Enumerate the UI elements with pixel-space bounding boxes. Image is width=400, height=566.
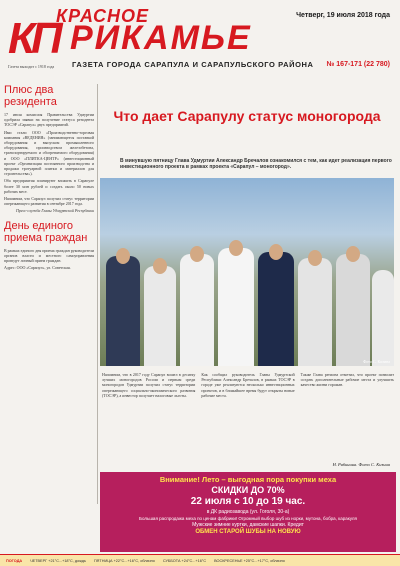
photo-person bbox=[106, 256, 140, 366]
photo-person bbox=[218, 248, 254, 366]
left-paragraph: Оба предприятия планируют вложить в Сарапуле более 30 млн рублей и создать около 50 новых рабочих мест. bbox=[4, 178, 94, 194]
photo-person-head bbox=[153, 258, 167, 274]
photo-caption: Фото С. Кизина bbox=[363, 359, 390, 364]
photo-person-head bbox=[269, 244, 283, 260]
ad-line-1: Внимание! Лето – выгодная пора покупки меха bbox=[159, 475, 337, 484]
small-note: Газета выходит с 1918 года bbox=[8, 64, 55, 69]
left-heading-1: Плюс два резидента bbox=[4, 84, 57, 108]
article-photo bbox=[100, 178, 394, 366]
article-lead: В минувшую пятницу Глава Удмуртии Александр Бречалов ознакомился с тем, как идет реализация первого инвестиционного проекта в рамках проекта «Сарапул – моногород». bbox=[120, 158, 392, 170]
photo-person bbox=[298, 258, 332, 366]
subtitle-bar bbox=[72, 58, 390, 70]
left-paragraph: В рамках единого дня приема граждан руководители органов власти и местного самоуправления проведут личный прием граждан. bbox=[4, 247, 94, 264]
left-paragraph: Ими стали ООО «Производственно-торговая компания «ВЕДЕНИЯ» (занимающееся поставкой оборудования и выпуском промышленного оборудования, производством железобетона, транспортируемого и обогреваемого оборудования) и ООО «ПЛИТКА-ЦЕНТР» (инвестиционный проект «Организация постоянного производства и продажи тротуарной плитки и материалов для строительства»). bbox=[4, 129, 94, 177]
left-paragraph: Напомним, что Сарапул получил статус территории опережающего развития в сентябре 2017 года. bbox=[4, 196, 94, 207]
photo-person bbox=[336, 254, 370, 366]
photo-person-head bbox=[190, 246, 204, 262]
ad-venue: в ДК радиозавода (ул. Гоголя, 30-а) bbox=[206, 509, 290, 515]
article-author: Н. Рябинина. Фото С. Кизина bbox=[332, 462, 390, 467]
masthead-title-top: КРАСНОЕ bbox=[56, 6, 150, 26]
ad-description: Большая распродажа меха по ценам фабрики! Огромный выбор шуб из норки, мутона, бобра, каракуля bbox=[139, 516, 357, 521]
main-headline: Что дает Сарапулу статус моногорода bbox=[113, 108, 381, 124]
weather-label: ПОГОДА bbox=[6, 558, 23, 563]
weather-day: ВОСКРЕСЕНЬЕ +25°С...+17°С, облачно bbox=[214, 558, 285, 563]
issue-date: Четверг, 19 июля 2018 года bbox=[296, 12, 390, 19]
masthead bbox=[6, 6, 394, 76]
left-paragraph: 17 июля комиссия Правительства Удмуртии одобрила заявки на получение статуса резидента ТОСЭР «Сарапул» двух предприятий. bbox=[4, 112, 94, 128]
article-column: Напомним, что в 2017 году Сарапул вошел в десятку лучших моногородов России и первым среди моногородов Удмуртии получил статус территории опережающего социально-экономического развития (ТОСЭР), а инвестор получает налоговые льготы. bbox=[102, 372, 196, 398]
logo-letters: КП bbox=[8, 14, 59, 63]
photo-person-head bbox=[229, 240, 243, 256]
photo-person-head bbox=[346, 246, 360, 262]
issue-number: № 167-171 (22 780) bbox=[326, 60, 390, 68]
masthead-subtitle: ГАЗЕТА ГОРОДА САРАПУЛА И САРАПУЛЬСКОГО РАЙОНА bbox=[72, 59, 314, 69]
left-column bbox=[4, 84, 94, 504]
photo-person bbox=[180, 254, 214, 366]
ad-extras: Мужские зимние куртки, дамские шапки. Кредит bbox=[192, 522, 304, 528]
ad-exchange: ОБМЕН СТАРОЙ ШУБЫ НА НОВУЮ bbox=[195, 529, 301, 535]
ad-discount: СКИДКИ ДО 70% bbox=[211, 485, 285, 495]
article-column: Также Глава региона отметил, что проект позволит создать дополнительные рабочие места и улучшить качество жизни горожан. bbox=[300, 372, 394, 388]
photo-person bbox=[144, 266, 176, 366]
masthead-title-main: РИКАМЬЕ bbox=[70, 19, 252, 57]
ad-date: 22 июля с 10 до 19 час. bbox=[190, 496, 306, 507]
article-body bbox=[102, 372, 394, 472]
photo-person-head bbox=[308, 250, 322, 266]
left-byline: Пресс-служба Главы Удмуртской Республики bbox=[16, 208, 94, 214]
weather-day: СУББОТА +24°С...+16°С bbox=[162, 558, 207, 563]
left-paragraph: Адрес: ООО «Сарапул», ул. Советская. bbox=[4, 265, 71, 271]
photo-person-head bbox=[116, 248, 130, 264]
column-divider bbox=[97, 84, 98, 504]
fur-sale-ad bbox=[100, 472, 396, 552]
weather-footer bbox=[0, 554, 400, 566]
weather-day: ПЯТНИЦА +22°С...+16°С, облачно bbox=[93, 558, 155, 563]
photo-person bbox=[372, 270, 394, 366]
weather-day: ЧЕТВЕРГ +21°С...+18°С, дождь bbox=[30, 558, 86, 563]
photo-person bbox=[258, 252, 294, 366]
left-heading-2: День единого приема граждан bbox=[4, 219, 88, 244]
article-column: Как сообщил руководитель Главы Удмуртской Республики Александр Бречалов, в рамках ТОСЭР в городе уже реализуются несколько инвестиционных проектов, и в ближайшее время будут открыты новые рабочие места. bbox=[201, 372, 295, 398]
